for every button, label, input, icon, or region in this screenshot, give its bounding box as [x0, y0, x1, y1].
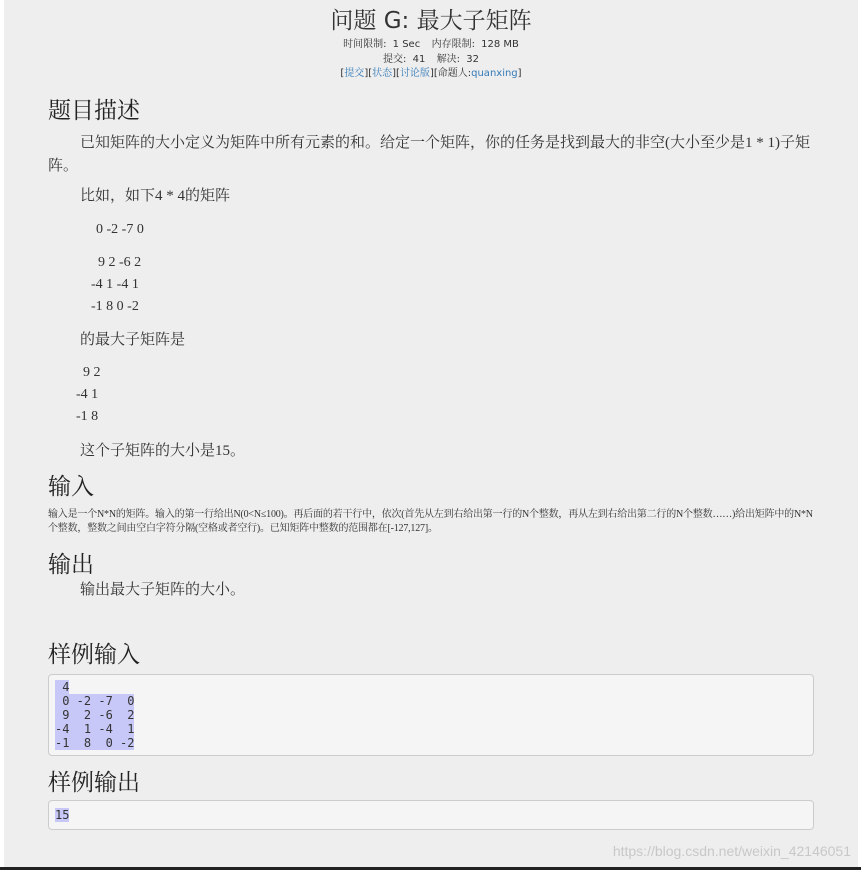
solved-count-label: 解决:	[436, 54, 461, 65]
sample-input-line: -4 1 -4 1	[55, 722, 135, 736]
page-title: 问题 G: 最大子矩阵	[330, 8, 532, 34]
matrix-row: -1 8 0 -2	[91, 299, 139, 314]
problem-content	[48, 96, 814, 830]
limits-line	[4, 37, 858, 52]
stats-line	[4, 52, 858, 67]
sample-input-line: -1 8 0 -2	[55, 736, 135, 750]
output-description	[48, 580, 814, 600]
status-link[interactable]: 状态	[372, 68, 393, 79]
submit-count: 41	[412, 54, 426, 65]
time-limit-value: 1 Sec	[392, 39, 421, 50]
result-matrix	[48, 362, 814, 428]
sample-output-heading: 样例输出	[48, 770, 140, 796]
sample-input-line: 9 2 -6 2	[55, 708, 135, 722]
result-row: 9 2	[83, 365, 101, 380]
result-conclusion: 这个子矩阵的大小是15。	[80, 443, 246, 459]
submit-link[interactable]: 提交	[344, 68, 365, 79]
output-text: 输出最大子矩阵的大小。	[80, 582, 246, 598]
description-heading: 题目描述	[48, 98, 140, 124]
problem-page	[4, 0, 858, 868]
author-link[interactable]: quanxing	[471, 68, 518, 79]
output-heading: 输出	[48, 552, 94, 578]
problem-header	[4, 7, 858, 81]
time-limit-label: 时间限制:	[343, 39, 387, 50]
matrix-row: 0 -2 -7 0	[96, 222, 144, 237]
memory-limit-label: 内存限制:	[431, 39, 475, 50]
author-label: 命题人:	[437, 68, 472, 79]
watermark-text: https://blog.csdn.net/weixin_42146051	[612, 843, 851, 859]
sample-output-line: 15	[55, 808, 70, 822]
sample-output-block[interactable]	[48, 800, 814, 830]
input-description: 输入是一个N*N的矩阵。输入的第一行给出N(0<N≤100)。再后面的若干行中，依次(首先从左到右给出第一行的N个整数，再从左到右给出第二行的N个整数……)给出矩阵中的N*N个整数，整数之间由空白字符分隔(空格或者空行)。已知矩阵中整数的范围都在[-127,127]。	[48, 509, 813, 534]
result-row: -4 1	[76, 387, 99, 402]
description-intro: 已知矩阵的大小定义为矩阵中所有元素的和。给定一个矩阵，你的任务是找到最大的非空(大小至少是1 * 1)子矩阵。	[48, 135, 810, 174]
sample-input-line: 4	[55, 680, 70, 694]
memory-limit-value: 128 MB	[481, 39, 519, 50]
example-intro: 比如，如下4 * 4的矩阵	[80, 188, 231, 204]
sample-input-heading: 样例输入	[48, 642, 140, 668]
discuss-link[interactable]: 讨论版	[399, 68, 430, 79]
result-row: -1 8	[76, 409, 99, 424]
example-matrix	[48, 219, 814, 318]
solved-count: 32	[466, 54, 479, 65]
sample-input-block[interactable]	[48, 674, 814, 756]
result-intro: 的最大子矩阵是	[80, 332, 186, 348]
input-heading: 输入	[48, 474, 94, 500]
matrix-row: 9 2 -6 2	[98, 255, 142, 270]
description-body	[48, 132, 814, 462]
problem-links: [提交][状态][讨论版][命题人:quanxing]	[340, 68, 522, 79]
matrix-row: -4 1 -4 1	[91, 277, 139, 292]
sample-input-line: 0 -2 -7 0	[55, 694, 135, 708]
submit-count-label: 提交:	[383, 54, 407, 65]
